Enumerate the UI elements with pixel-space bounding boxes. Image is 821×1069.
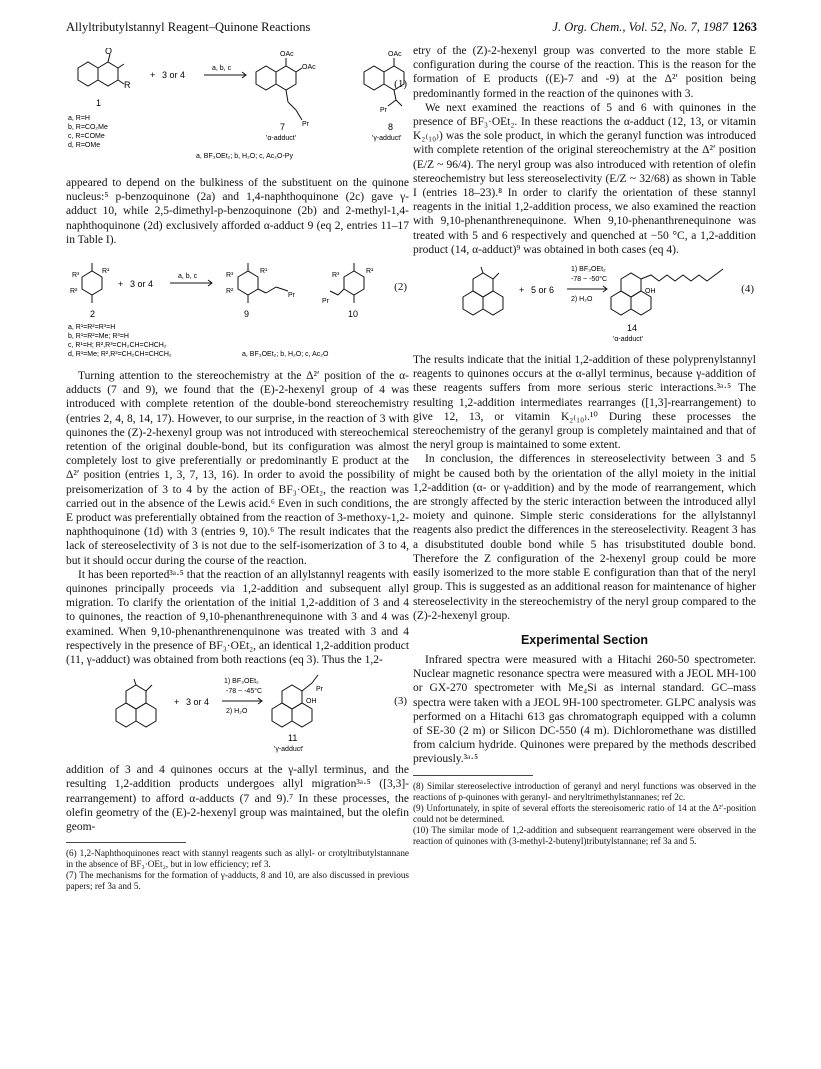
substituent-b: b, R=CO₂Me [68, 124, 108, 131]
equation-1 [66, 48, 409, 170]
footnote-6: (6) 1,2-Naphthoquinones react with stannyl reagents such as allyl- or crotyltributylstannane in the absence of BF₃·OEt₂, but in low efficiency; ref 3. [66, 848, 409, 870]
r-label: R [124, 80, 131, 90]
pr-label: Pr [288, 292, 295, 300]
paragraph: In conclusion, the differences in stereoselectivity between 3 and 5 might be caused both by the orientation of the allyl moiety in the initial 1,2-addition (α- or γ-addition) and by the mode of rearrangement, which are strongly affected by the steric interaction between the introduced allyl moiety and quinone. Simple steric considerations for the allylstannyl reagents also predict the differences in the stereoselectivity. Reagent 3 has a disubstituted double bond while 5 has trisubstituted double bond. Therefore the Z configuration of the 2-hexenyl group could be more easily isomerized to the more stable E configuration than that of the neryl group. This is suggested as an additional reason for maintenance of higher stereoselectivity in the stereochemistry of the neryl group compared to the (Z)-2-hexenyl group. [413, 453, 756, 622]
equation-3-number: (3) [394, 695, 407, 708]
compound-11-label: 11 [288, 733, 298, 744]
page-number: 1263 [732, 20, 757, 34]
pr-label: Pr [302, 121, 309, 128]
journal-name: J. Org. Chem., Vol. 52, No. 7, 1987 [552, 20, 728, 34]
eq2-conditions: a, BF₃OEt₂; b, H₂O; c, Ac₂O [242, 351, 329, 359]
gamma-adduct-label: 'γ-adduct' [274, 746, 304, 754]
journal-citation [552, 20, 757, 35]
substituent-b: b, R¹=R²=Me; R³=H [68, 333, 129, 341]
eq4-cond3: 2) H₂O [571, 296, 593, 304]
r1-label: R¹ [366, 268, 374, 276]
equation-2-number: (2) [394, 281, 407, 294]
r3-label: R³ [332, 272, 340, 280]
equation-2-scheme [66, 251, 409, 363]
eq2-reagent: 3 or 4 [130, 279, 154, 290]
substituent-c: c, R=COMe [68, 133, 105, 140]
eq3-cond3: 2) H₂O [226, 708, 248, 716]
alpha-adduct-label: 'α-adduct' [613, 336, 644, 344]
eq3-cond1: 1) BF₃OEt₂ [224, 678, 259, 686]
eq4-reagent: 5 or 6 [531, 285, 555, 296]
equation-2 [66, 251, 409, 363]
footnote-7: (7) The mechanisms for the formation of γ-adducts, 8 and 10, are also discussed in previous papers; ref 3a and 5. [66, 870, 409, 892]
compound-9-label: 9 [244, 309, 250, 320]
paragraph: Turning attention to the stereochemistry at the Δ²ʹ position of the α-adducts (7 and 9), we found that the (E)-2-hexenyl group of 4 was introduced with complete retention of the double-bond stereochemistry (entries 2, 4, 8, 14, 17). However, to our surprise, in the reaction of 3 with quinones the (Z)-2-hexenyl group was not introduced with stereochemical retention of the original double-bond, but its configuration was almost completely lost to give preferentially or predominantly E product at the Δ²ʹ position (entries 1, 3, 7, 13, 16). In order to avoid the possibility of preisomerization of 3 to 4 by the action of BF₃·OEt₂, the reaction was carried out in the absence of the Lewis acid.⁶ Even in such conditions, the E product was preferentially obtained from the reaction of 3-methoxy-1,2-naphthoquinone (1d) with 3 (entries 9, 10).⁶ The result indicates that the lack of stereoselectivity of 3 is not due to the self-isomerization of 3 to 4, but it should occur during the course of the reaction. [66, 370, 409, 567]
plus-sign: + [150, 70, 156, 80]
oac-label-3: OAc [388, 51, 402, 58]
paragraph: We next examined the reactions of 5 and 6 with quinones in the presence of BF₃·OEt₂. In these reactions the α-adduct (12, 13, or vitamin K₂₍₁₀₎) was the sole product, in which the geranyl function was introduced with complete retention of the original stereochemistry at the Δ²ʹ position (E/Z ~ 96/4). The neryl group was also introduced with retention of olefin stereochemistry but less stereoselectivity (E/Z ~ 32/68) as shown in Table I (entries 18–23).⁸ In order to clarify the orientation of these stannyl reagents in the initial 1,2-addition process, we also examined the reaction with 9,10-phenanthrenequinone. When 9,10-phenanthrenequinone was treated with 5 and 6 respectively and quenched at −50 °C, a 1,2-addition product (14, α-adduct)⁹ was obtained in both cases (eq 4). [413, 101, 756, 256]
footnote-rule [66, 842, 186, 843]
paragraph: etry of the (Z)-2-hexenyl group was converted to the more stable E configuration during the course of the reaction. This is the reason for the formation of E products ((E)-7 and -9) at the Δ²ʹ position being predominantly formed in the reaction of the quinones with 3. [413, 45, 756, 100]
left-column [66, 44, 409, 892]
eq1-conditions: a, BF₃OEt₂; b, H₂O; c, Ac₂O-Py [196, 153, 293, 160]
compound-7-label: 7 [280, 122, 286, 132]
compound-8-label: 8 [388, 122, 394, 132]
plus-sign: + [118, 279, 124, 290]
pr-label: Pr [316, 686, 323, 694]
oac-label-2: OAc [302, 64, 316, 71]
compound-14-label: 14 [627, 323, 638, 334]
substituent-a: a, R¹=R²=R³=H [68, 324, 116, 332]
compound-10-label: 10 [348, 309, 359, 320]
paragraph: Infrared spectra were measured with a Hitachi 260-50 spectrometer. Nuclear magnetic resonance spectra were measured with a JEOL MH-100 or GX-270 spectrometer with Me₄Si as internal standard. GC–mass spectra were taken with a JEOL 9H-100 spectrometer. GLPC analysis was performed on a Hitachi 613 gas chromatograph equipped with a column of SE-30 (2 m) or Silicon DC-550 (4 m). Dichloromethane was distilled from calcium hydride. Quinones were prepared by the methods described previously.³ᵃ·⁵ [413, 653, 756, 766]
plus-sign: + [174, 697, 180, 708]
paragraph: It has been reported³ᵃ·⁵ that the reaction of an allylstannyl reagents with quinones principally proceeds via 1,2-addition and subsequent allyl migration. To clarify the orientation of the initial 1,2-addition of 3 and 4 to quinones, the reaction of 9,10-phenanthrenequinone with 3 and 4 was examined. When 9,10-phenanthrenenquinone was treated with 3 and 4 respectively in the presence of BF₃·OEt₂, an identical 1,2-addition product (11, γ-adduct) was obtained from both reactions (eq 3). Thus the 1,2- [66, 568, 410, 667]
equation-3 [66, 671, 409, 757]
plus-sign: + [519, 285, 525, 296]
equation-3-scheme [66, 671, 409, 757]
eq1-arrow-label: a, b, c [212, 65, 232, 72]
compound-1-label: 1 [96, 98, 102, 108]
right-column [413, 44, 756, 847]
oxo-label: O [105, 48, 113, 56]
eq4-cond2: -78 ~ -50°C [571, 276, 608, 284]
alpha-adduct-label: 'α-adduct' [266, 135, 297, 142]
pr-label-2: Pr [380, 107, 387, 114]
gamma-adduct-label: 'γ-adduct' [372, 135, 402, 142]
r2-label: R² [70, 288, 78, 296]
footnote-9: (9) Unfortunately, in spite of several efforts the stereoisomeric ratio of 14 at the Δ²ʹ-position could not be determined. [413, 802, 756, 824]
eq3-cond2: -78 ~ -45°C [226, 688, 263, 696]
r1-label: R¹ [260, 268, 268, 276]
equation-4-scheme [413, 261, 756, 347]
eq3-reagent: 3 or 4 [186, 697, 210, 708]
paragraph: appeared to depend on the bulkiness of the substituent on the quinone nucleus:⁵ p-benzoquinone (2a) and 1,4-naphthoquinone (2c) gave γ-adduct 10, while 2,5-dimethyl-p-benzoquinone (2b) and 2-methyl-1,4-naphthoquinone (2d) exclusively afforded α-adduct 9 (eq 2, entries 11–17 in Table I). [66, 177, 409, 246]
oac-label-1: OAc [280, 51, 294, 58]
equation-4 [413, 261, 756, 347]
footnote-10: (10) The similar mode of 1,2-addition and subsequent rearrangement were observed in the reaction of quinones with (3-methyl-2-butenyl)tributylstannane; ref 3a and 5. [413, 824, 756, 846]
running-head: Allyltributylstannyl Reagent–Quinone Reactions [66, 20, 311, 34]
pr-label: Pr [322, 298, 329, 306]
compound-2-label: 2 [90, 309, 96, 320]
paragraph: The results indicate that the initial 1,2-addition of these polyprenylstannyl reagents to quinones occurs at the α-allyl terminus, because γ-addition of these reagents suffers from more serious steric interactions.³ᵃ·⁵ The resulting 1,2-addition intermediates rearranges ([1,3]-rearrangement) to give 12, 13, or vitamin K₂₍₁₀₎.¹⁰ During these processes the stereochemistry of the geranyl group is completely maintained and that of the neryl group is maintained to some extent. [413, 354, 756, 452]
eq1-reagent: 3 or 4 [162, 70, 186, 80]
eq2-arrow-label: a, b, c [178, 273, 198, 281]
equation-4-number: (4) [741, 283, 754, 296]
substituent-d: d, R¹=Me; R²,R³=CH₂CH=CHCH₂ [68, 351, 172, 359]
oh-label: OH [645, 288, 656, 296]
equation-1-number: (1) [394, 78, 407, 90]
oh-label: OH [306, 698, 317, 706]
substituent-c: c, R¹=H; R²,R³=CH₂CH=CHCH₂ [68, 342, 167, 350]
r1-label: R¹ [102, 268, 110, 276]
r2-label: R² [226, 288, 234, 296]
footnote-8: (8) Similar stereoselective introduction of geranyl and neryl functions was observed in the reactions of p-quinones with geranyl- and neryltrimethylstannanes; ref 2c. [413, 780, 756, 802]
r3-label: R³ [226, 272, 234, 280]
paragraph: addition of 3 and 4 quinones occurs at the γ-allyl terminus, and the resulting 1,2-addition products undergoes allyl migration³ᵃ·⁵ ([3,3]-rearrangement) to afford α-adducts (7 and 9).⁷ In these processes, the olefin geometry of the (E)-2-hexenyl group was maintained, but the olefin geom- [66, 764, 409, 834]
eq4-cond1: 1) BF₃OEt₂ [571, 266, 606, 274]
footnote-rule [413, 775, 533, 776]
substituent-d: d, R=OMe [68, 142, 101, 149]
section-heading: Experimental Section [520, 632, 649, 647]
r3-label: R³ [72, 272, 80, 280]
equation-1-scheme [66, 48, 409, 170]
substituent-a: a, R=H [68, 115, 90, 122]
